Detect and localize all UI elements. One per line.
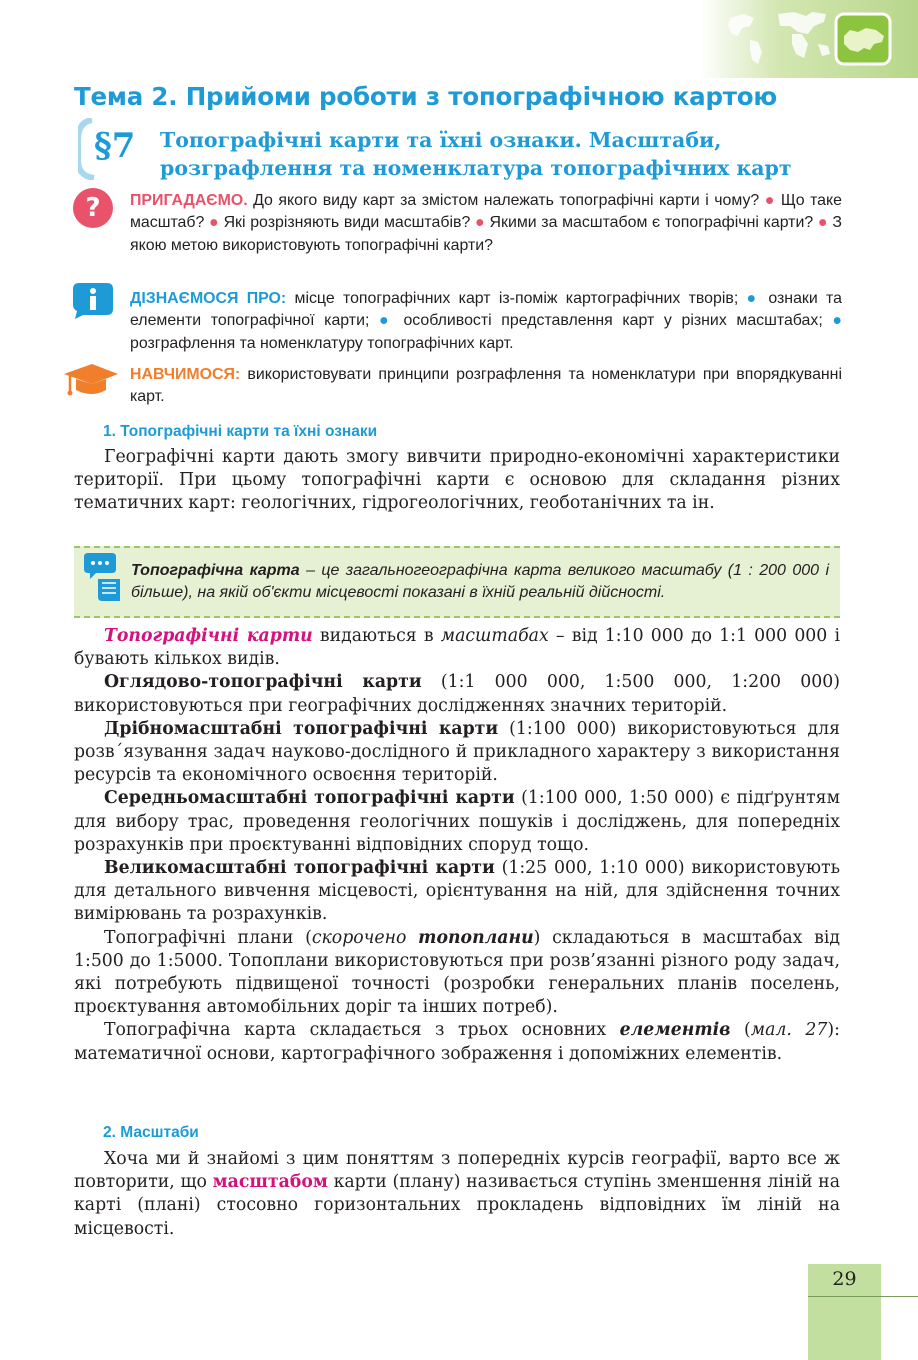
will-learn-lead: НАВЧИМОСЯ: (130, 366, 241, 383)
paragraph (74, 857, 840, 927)
section-heading: 1. Топографічні карти та їхні ознаки (103, 423, 378, 440)
bold-italic-term: елементів (619, 1020, 731, 1041)
learn-about-item: особливості представлення карт у різних масштабах; (393, 312, 833, 330)
recall-lead: ПРИГАДАЄМО. (130, 192, 248, 209)
text-run: карти (плану) називається ступінь зменшення ліній на карті (плані) стосовно горизонтальних прокладень відповідних їм ліній на місцевості. (74, 1172, 840, 1239)
page-number-rule (808, 1296, 918, 1297)
bullet-icon: ● (817, 214, 828, 232)
paragraph-number: §7 (94, 126, 136, 166)
bullet-icon: ● (379, 312, 394, 330)
will-learn-text: використовувати принципи розграфлення та номенклатури при впорядкуванні карт. (130, 366, 842, 406)
italic-term: скорочено (311, 927, 407, 948)
chat-book-icon (84, 553, 124, 603)
bullet-icon: ● (474, 214, 485, 232)
section2-text (74, 1148, 840, 1241)
text-run: Топографічна карта складається з трьох основних (104, 1020, 620, 1041)
recall-question: З якою метою використовують топографічні карти? (130, 214, 843, 254)
ukraine-map-icon (834, 12, 892, 66)
bold-term: Оглядово-топографічні карти (104, 672, 422, 693)
paragraph (74, 1148, 840, 1241)
bold-term: Великомасштабні топографічні карти (104, 858, 495, 879)
page-number: 29 (832, 1268, 857, 1290)
italic-term: масштабах (440, 626, 549, 646)
will-learn-block (130, 364, 842, 409)
paragraph (74, 671, 840, 717)
text-run: видаються в (312, 626, 441, 646)
paragraph (74, 927, 840, 1020)
recall-question: Що таке масштаб? (130, 192, 842, 232)
text-run: ( (730, 1020, 751, 1041)
bold-term: Дрібномасштабні топографічні карти (104, 718, 499, 739)
main-text (74, 625, 840, 1066)
info-icon (73, 283, 113, 319)
paragraph (74, 787, 840, 857)
text-run: (1:25 000, 1:10 000) використовують для детального вивчення місцевості, орієнтування на ній, для здійснення точних вимірювань та розрахунків. (74, 858, 840, 925)
term-highlight: Топографічні карти (104, 626, 313, 646)
text-run: Хоча ми й знайомі з цим поняттям з попередніх курсів географії, варто все ж повторити, що (74, 1149, 840, 1193)
bullet-icon: ● (209, 214, 219, 232)
definition-text (131, 560, 829, 603)
bold-italic-term: топоплани (418, 927, 534, 948)
learn-about-item: місце топографічних карт із-поміж картографічних творів; (286, 290, 747, 307)
learn-about-item: ознаки та елементи топографічної карти; (130, 290, 842, 330)
text-run: Топографічні плани ( (104, 927, 312, 948)
recall-question: До якого виду карт за змістом належать топографічні карти і чому? (247, 192, 765, 209)
text-run: ): математичної основи, картографічного зображення і допоміжних елементів. (74, 1020, 840, 1064)
paragraph (74, 1019, 840, 1065)
bullet-icon: ● (746, 290, 761, 307)
graduation-cap-icon (62, 362, 120, 400)
learn-about-item: розграфлення та номенклатуру топографічних карт. (130, 334, 514, 352)
term-highlight: масштабом (212, 1172, 328, 1193)
recall-block (130, 190, 842, 257)
text-run: (1:1 000 000, 1:500 000, 1:200 000) використовуються при географічних дослідженнях значних територій. (74, 672, 840, 716)
learn-about-block (130, 288, 842, 355)
section-heading: 2. Масштаби (103, 1124, 199, 1141)
figure-reference: мал. 27 (750, 1020, 828, 1041)
recall-question: Які розрізняють види масштабів? (218, 214, 475, 232)
definition-term: Топографічна карта (131, 562, 300, 579)
paragraph: Географічні карти дають змогу вивчити природно-економічні характеристики території. При цьому топографічні карти є основою для складання різних тематичних карт: геологічних, гідрогеологічних, геоботанічних та ін. (74, 447, 840, 514)
section1-text (74, 446, 840, 516)
definition-body: – це загальногеографічна карта великого масштабу (1 : 200 000 і більше), на якій об'єкти місцевості показані в їхній реальній дійсності. (131, 562, 829, 601)
topic-title: Тема 2. Прийоми роботи з топографічною картою (74, 82, 778, 111)
question-icon: ? (73, 188, 113, 228)
text-run: (1:100 000, 1:50 000) є підґрунтям для вибору трас, проведення геологічних пошуків і досліджень, для попередніх розрахунків при проєктуванні відповідних споруд тощо. (74, 788, 841, 855)
bold-term: Середньомасштабні топографічні карти (104, 788, 515, 809)
paragraph (74, 718, 840, 788)
paragraph-title: Топографічні карти та їхні ознаки. Масштаби, розграфлення та номенклатура топографічних карт (160, 128, 792, 180)
bullet-icon: ● (764, 192, 776, 209)
header-banner (700, 0, 918, 78)
text-run (406, 928, 418, 948)
bullet-icon: ● (832, 312, 842, 330)
paragraph-mark (78, 118, 150, 180)
learn-about-lead: ДІЗНАЄМОСЯ ПРО: (130, 290, 287, 307)
text-run: (1:100 000) використовуються для розв΄язування задач науково-дослідного й прикладного характеру з використання ресурсів та економічного освоєння територій. (74, 718, 840, 786)
paragraph (74, 625, 840, 671)
text-run: – від 1:10 000 до 1:1 000 000 і бувають кількох видів. (74, 626, 841, 670)
recall-question: Якими за масштабом є топографічні карти? (484, 214, 818, 232)
text-run: ) складаються в масштабах від 1:500 до 1:5000. Топоплани використовуються при розв’язанні різного роду задач, які потребують підвищеної точності (розробки генеральних планів поселень, проєктування автомобільних доріг та інших потреб). (74, 927, 840, 1018)
